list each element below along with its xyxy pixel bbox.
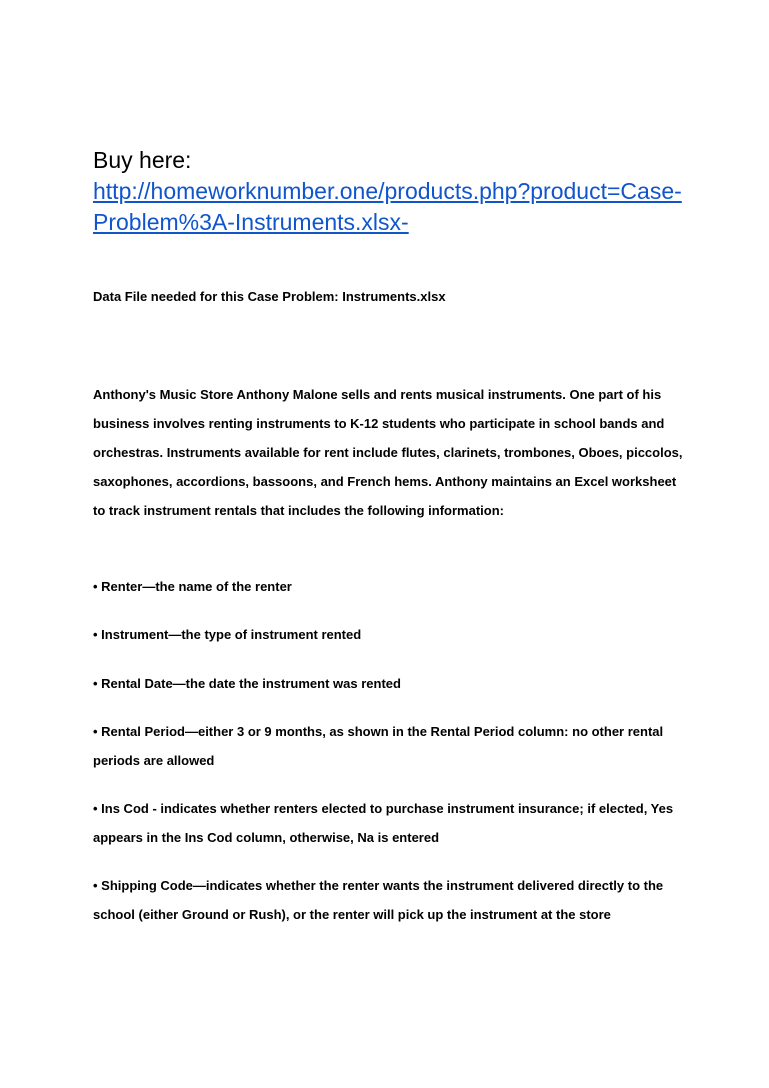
bullet-rental-period: • Rental Period—either 3 or 9 months, as shown in the Rental Period column: no other rental periods are allowed <box>93 724 664 768</box>
bullet-instrument: • Instrument—the type of instrument rented <box>93 627 362 642</box>
buy-here-block <box>93 145 693 238</box>
buy-here-label: Buy here: <box>93 147 192 173</box>
bullet-renter: • Renter—the name of the renter <box>93 579 292 594</box>
bullet-shipping-code: • Shipping Code—indicates whether the renter wants the instrument delivered directly to the school (either Ground or Rush), or the renter will pick up the instrument at the store <box>93 878 664 922</box>
bullet-rental-date: • Rental Date—the date the instrument was rented <box>93 676 401 691</box>
data-file-line: Data File needed for this Case Problem: Instruments.xlsx <box>93 289 446 304</box>
bullet-ins-cod: • Ins Cod - indicates whether renters elected to purchase instrument insurance; if elected, Yes appears in the Ins Cod column, otherwise, Na is entered <box>93 801 674 845</box>
product-link[interactable]: http://homeworknumber.one/products.php?product=Case-Problem%3A-Instruments.xlsx- <box>93 178 682 235</box>
intro-paragraph: Anthony's Music Store Anthony Malone sells and rents musical instruments. One part of his business involves renting instruments to K-12 students who participate in school bands and orchestras. Instruments available for rent include flutes, clarinets, trombones, Oboes, piccolos, saxophones, accordions, bassoons, and French hems. Anthony maintains an Excel worksheet to track instrument rentals that includes the following information: <box>93 387 683 518</box>
